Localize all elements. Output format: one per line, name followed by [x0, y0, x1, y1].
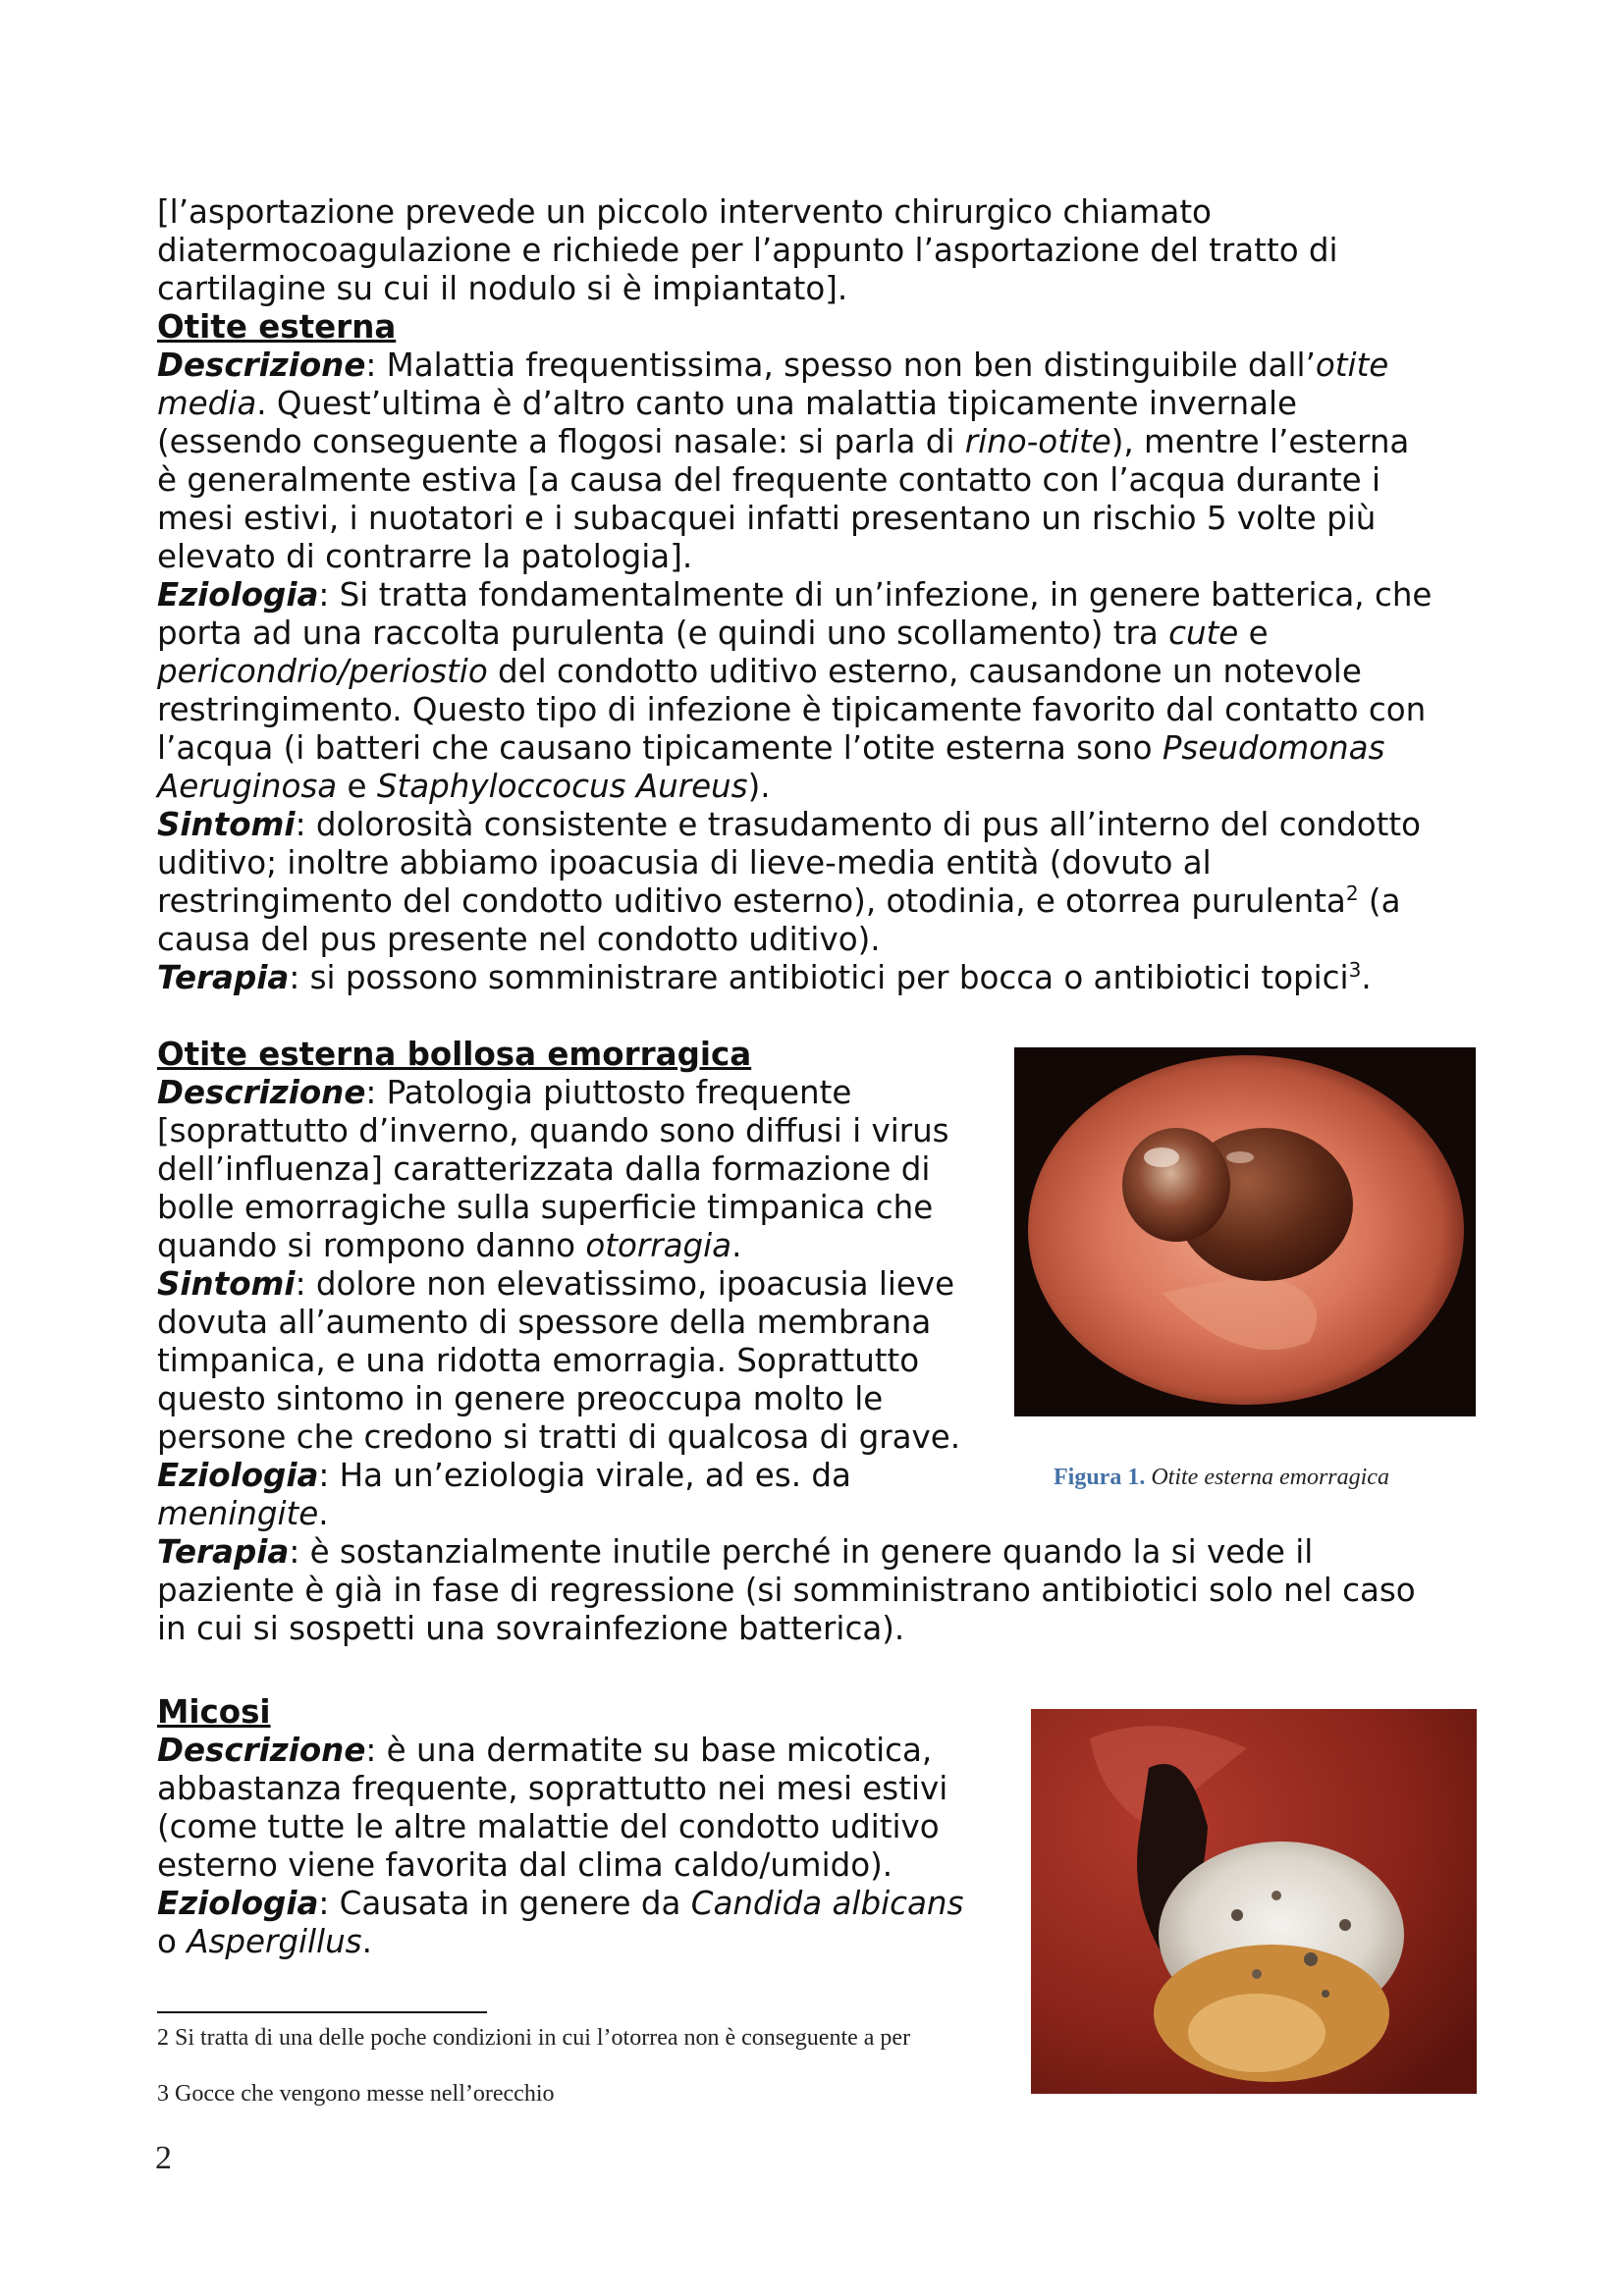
- paragraph-line: persone che credono si tratti di qualcosa di grave.: [157, 1418, 961, 1456]
- micosi-photo-illustration: [1031, 1709, 1477, 2094]
- label-eziologia: Eziologia: [157, 1457, 319, 1494]
- paragraph-line: restringimento. Questo tipo di infezione è tipicamente favorito dal contatto con: [157, 691, 1427, 728]
- paragraph-line: mesi estivi, i nuotatori e i subacquei infatti presentano un rischio 5 volte più: [157, 500, 1377, 537]
- paragraph-line: dovuta all’aumento di spessore della membrana: [157, 1304, 932, 1341]
- intro-line: diatermocoagulazione e richiede per l’appunto l’asportazione del tratto di: [157, 232, 1338, 269]
- footnote-ref-2[interactable]: 2: [1345, 881, 1359, 906]
- text-top-block: [157, 193, 1432, 997]
- paragraph-line: esterno viene favorita dal clima caldo/umido).: [157, 1846, 893, 1884]
- label-sintomi: Sintomi: [157, 1265, 296, 1303]
- paragraph-line: quando si rompono danno otorragia.: [157, 1227, 742, 1264]
- paragraph-line: Descrizione: Patologia piuttosto frequente: [157, 1074, 852, 1111]
- text-micosi-block: [157, 1693, 963, 1961]
- paragraph-line: porta ad una raccolta purulenta (e quindi uno scollamento) tra cute e: [157, 614, 1269, 652]
- label-terapia: Terapia: [157, 959, 290, 996]
- paragraph-line: bolle emorragiche sulla superficie timpanica che: [157, 1189, 934, 1226]
- heading-micosi: Micosi: [157, 1693, 271, 1731]
- label-descrizione: Descrizione: [157, 1732, 366, 1769]
- otoscope-photo-illustration: [1014, 1047, 1476, 1416]
- paragraph-line: questo sintomo in genere preoccupa molto le: [157, 1380, 884, 1417]
- paragraph-line: Descrizione: Malattia frequentissima, spesso non ben distinguibile dall’otite: [157, 347, 1389, 384]
- paragraph-line: Eziologia: Ha un’eziologia virale, ad es. da: [157, 1457, 851, 1494]
- paragraph-line: è generalmente estiva [a causa del frequente contatto con l’acqua durante i: [157, 461, 1381, 499]
- label-eziologia: Eziologia: [157, 1885, 319, 1922]
- heading-otite-esterna: Otite esterna: [157, 308, 397, 346]
- paragraph-line: elevato di contrarre la patologia].: [157, 538, 693, 575]
- intro-line: [l’asportazione prevede un piccolo intervento chirurgico chiamato: [157, 193, 1212, 231]
- figure-micosi-image: [1031, 1709, 1477, 2094]
- label-descrizione: Descrizione: [157, 1074, 366, 1111]
- paragraph-line: restringimento del condotto uditivo esterno), otodinia, e otorrea purulenta$^2$ (a: [157, 881, 1401, 920]
- paragraph-line: meningite.: [157, 1495, 329, 1532]
- label-eziologia: Eziologia: [157, 576, 319, 614]
- paragraph-line: Descrizione: è una dermatite su base micotica,: [157, 1732, 933, 1769]
- paragraph-line: Sintomi: dolorosità consistente e trasudamento di pus all’interno del condotto: [157, 806, 1422, 843]
- heading-otite-bollosa: Otite esterna bollosa emorragica: [157, 1036, 752, 1073]
- paragraph-line: Terapia: si possono somministrare antibiotici per bocca o antibiotici topici$^3$.: [157, 958, 1372, 996]
- paragraph-line: Eziologia: Si tratta fondamentalmente di un’infezione, in genere batterica, che: [157, 576, 1433, 614]
- paragraph-line: uditivo; inoltre abbiamo ipoacusia di lieve-media entità (dovuto al: [157, 844, 1212, 881]
- paragraph-line: in cui si sospetti una sovrainfezione batterica).: [157, 1610, 905, 1647]
- paragraph-line: timpanica, e una ridotta emorragia. Soprattutto: [157, 1342, 920, 1379]
- paragraph-line: (essendo conseguente a flogosi nasale: si parla di rino-otite), mentre l’esterna: [157, 423, 1410, 460]
- label-descrizione: Descrizione: [157, 347, 366, 384]
- paragraph-line: Sintomi: dolore non elevatissimo, ipoacusia lieve: [157, 1265, 955, 1303]
- footnote-ref-3[interactable]: 3: [1348, 958, 1362, 983]
- paragraph-line: [soprattutto d’inverno, quando sono diffusi i virus: [157, 1112, 949, 1149]
- paragraph-line: Aeruginosa e Staphyloccocus Aureus).: [157, 768, 771, 805]
- paragraph-line: pericondrio/periostio del condotto uditivo esterno, causandone un notevole: [157, 653, 1362, 690]
- paragraph-line: paziente è già in fase di regressione (si somministrano antibiotici solo nel caso: [157, 1572, 1416, 1609]
- paragraph-line: causa del pus presente nel condotto uditivo).: [157, 921, 881, 958]
- paragraph-line: media. Quest’ultima è d’altro canto una malattia tipicamente invernale: [157, 385, 1298, 422]
- paragraph-line: Terapia: è sostanzialmente inutile perché in genere quando la si vede il: [157, 1533, 1314, 1571]
- figure-otite-emorragica-image: [1014, 1047, 1476, 1416]
- paragraph-line: Eziologia: Causata in genere da Candida albicans: [157, 1885, 964, 1922]
- page-number: 2: [155, 2140, 172, 2176]
- paragraph-line: abbastanza frequente, soprattutto nei mesi estivi: [157, 1770, 948, 1807]
- label-terapia: Terapia: [157, 1533, 290, 1571]
- label-sintomi: Sintomi: [157, 806, 296, 843]
- intro-line: cartilagine su cui il nodulo si è impiantato].: [157, 270, 848, 307]
- paragraph-line: dell’influenza] caratterizzata dalla formazione di: [157, 1150, 931, 1188]
- paragraph-line: o Aspergillus.: [157, 1923, 372, 1960]
- figure-1-caption: Figura 1. Otite esterna emorragica: [1054, 1465, 1389, 1490]
- footnote-2: 2 Si tratta di una delle poche condizioni in cui l’otorrea non è conseguente a per: [157, 2025, 911, 2051]
- footnote-3: 3 Gocce che vengono messe nell’orecchio: [157, 2081, 555, 2107]
- paragraph-line: l’acqua (i batteri che causano tipicamente l’otite esterna sono Pseudomonas: [157, 729, 1385, 767]
- paragraph-line: (come tutte le altre malattie del condotto uditivo: [157, 1808, 940, 1845]
- footnote-separator: [157, 2011, 487, 2013]
